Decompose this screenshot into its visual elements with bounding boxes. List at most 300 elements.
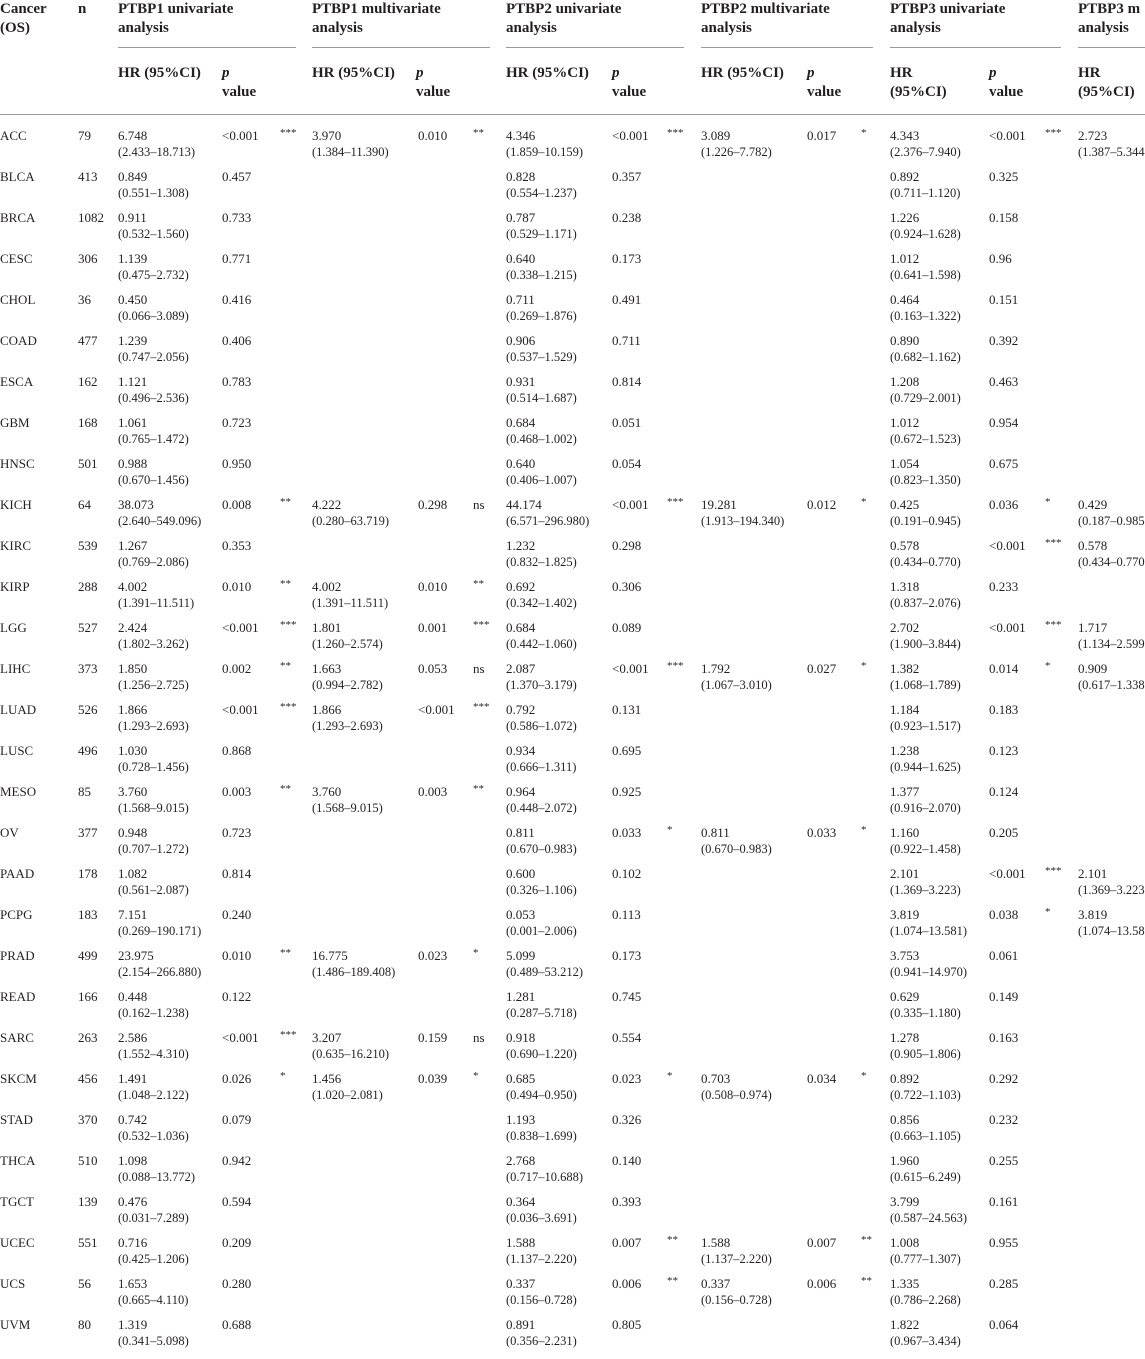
cancer-cell: KIRC	[0, 538, 32, 553]
p-value-cell: 0.006	[612, 1276, 642, 1291]
ci-cell: (1.074–13.58	[1078, 924, 1145, 938]
group-rule	[312, 47, 490, 48]
p-value-cell: 0.089	[612, 620, 642, 635]
cancer-cell: SARC	[0, 1030, 34, 1045]
header-group-ptbp3-uni	[890, 0, 1005, 38]
ci-cell: (0.838–1.699)	[506, 1129, 577, 1143]
hr-cell: 0.578	[890, 538, 920, 553]
p-value-cell: 0.325	[989, 169, 1019, 184]
hr-cell: 5.099	[506, 948, 536, 963]
ci-cell: (0.496–2.536)	[118, 391, 189, 405]
ci-cell: (0.088–13.772)	[118, 1170, 196, 1184]
hr-cell: 0.703	[701, 1071, 731, 1086]
ci-cell: (0.747–2.056)	[118, 350, 189, 364]
hr-cell: 0.337	[701, 1276, 731, 1291]
hr-cell: 1.960	[890, 1153, 920, 1168]
hr-cell: 0.711	[506, 292, 535, 307]
hr-cell: 0.918	[506, 1030, 536, 1045]
ci-cell: (0.670–0.983)	[506, 842, 577, 856]
p-value-word: value	[222, 84, 257, 100]
ci-cell: (0.717–10.688)	[506, 1170, 584, 1184]
group-line2: analysis	[118, 20, 169, 36]
ci-cell: (0.690–1.220)	[506, 1047, 577, 1061]
p-value-cell: 0.131	[612, 702, 642, 717]
hr-cell: 0.948	[118, 825, 148, 840]
p-value-cell: 0.406	[222, 333, 252, 348]
significance-marker: **	[861, 1275, 872, 1287]
ci-cell: (0.670–0.983)	[701, 842, 772, 856]
hr-cell: 1.082	[118, 866, 148, 881]
ci-cell: (1.384–11.390)	[312, 145, 389, 159]
significance-marker: **	[280, 947, 291, 959]
significance-marker: ***	[667, 496, 684, 508]
ci-cell: (0.475–2.732)	[118, 268, 189, 282]
n-cell: 79	[78, 128, 91, 143]
n-cell: 178	[78, 866, 98, 881]
ci-cell: (0.561–2.087)	[118, 883, 189, 897]
p-value-cell: <0.001	[989, 866, 1026, 881]
p-value-cell: 0.783	[222, 374, 252, 389]
significance-marker: **	[280, 783, 291, 795]
p-value-cell: 0.023	[418, 948, 448, 963]
ci-cell: (0.682–1.162)	[890, 350, 961, 364]
ci-cell: (1.134–2.599	[1078, 637, 1145, 651]
hr-cell: 2.723	[1078, 128, 1108, 143]
significance-marker: **	[473, 783, 484, 795]
hr-cell: 0.890	[890, 333, 920, 348]
ci-cell: (0.163–1.322)	[890, 309, 961, 323]
ci-cell: (0.665–4.110)	[118, 1293, 189, 1307]
ci-cell: (2.433–18.713)	[118, 145, 196, 159]
subheader-p	[612, 64, 646, 102]
p-value-cell: 0.955	[989, 1235, 1019, 1250]
n-cell: 166	[78, 989, 98, 1004]
ci-cell: (0.916–2.070)	[890, 801, 961, 815]
group-line2: analysis	[312, 20, 363, 36]
hr-cell: 1.377	[890, 784, 920, 799]
hr-cell: 0.787	[506, 210, 536, 225]
p-value-cell: 0.158	[989, 210, 1019, 225]
cancer-cell: STAD	[0, 1112, 33, 1127]
hr-cell: 0.988	[118, 456, 148, 471]
ci-cell: (0.532–1.036)	[118, 1129, 189, 1143]
p-value-cell: 0.159	[418, 1030, 448, 1045]
hr-cell: 7.151	[118, 907, 148, 922]
ci-cell: (0.468–1.002)	[506, 432, 577, 446]
ci-cell: (0.489–53.212)	[506, 965, 584, 979]
ci-cell: (0.765–1.472)	[118, 432, 189, 446]
hr-cell: 16.775	[312, 948, 348, 963]
hr-cell: 0.911	[118, 210, 147, 225]
hr-cell: 0.906	[506, 333, 536, 348]
hr-cell: 3.970	[312, 128, 342, 143]
significance-marker: ***	[667, 127, 684, 139]
n-cell: 56	[78, 1276, 91, 1291]
p-value-cell: 0.161	[989, 1194, 1019, 1209]
p-value-cell: 0.064	[989, 1317, 1019, 1332]
significance-marker: ***	[1045, 619, 1062, 631]
p-value-cell: 0.014	[989, 661, 1019, 676]
ci-cell: (1.900–3.844)	[890, 637, 961, 651]
p-value-cell: <0.001	[612, 497, 649, 512]
significance-marker: **	[280, 496, 291, 508]
hr-cell: 0.429	[1078, 497, 1108, 512]
p-value-cell: 0.173	[612, 948, 642, 963]
p-value-cell: 0.925	[612, 784, 642, 799]
significance-marker: *	[280, 1070, 286, 1082]
hr-cell: 0.909	[1078, 661, 1108, 676]
p-value-cell: <0.001	[612, 128, 649, 143]
hr-cell: 1.822	[890, 1317, 920, 1332]
ci-cell: (1.369–3.223)	[890, 883, 961, 897]
p-value-cell: 0.079	[222, 1112, 252, 1127]
cancer-cell: CHOL	[0, 292, 36, 307]
p-value-cell: 0.814	[612, 374, 642, 389]
hr-line1: HR	[1078, 65, 1101, 81]
p-value-cell: 0.353	[222, 538, 252, 553]
ci-cell: (0.529–1.171)	[506, 227, 577, 241]
ci-cell: (0.905–1.806)	[890, 1047, 961, 1061]
ci-cell: (0.617–1.338	[1078, 678, 1145, 692]
hr-cell: 1.456	[312, 1071, 342, 1086]
hr-cell: 0.742	[118, 1112, 148, 1127]
hr-cell: 1.335	[890, 1276, 920, 1291]
group-rule	[1078, 47, 1145, 48]
hr-cell: 1.098	[118, 1153, 148, 1168]
hr-cell: 3.207	[312, 1030, 342, 1045]
significance-marker: ns	[473, 1030, 485, 1045]
cancer-cell: UVM	[0, 1317, 31, 1332]
significance-marker: **	[473, 127, 484, 139]
hr-cell: 0.450	[118, 292, 148, 307]
n-cell: 501	[78, 456, 98, 471]
hr-line2: (95%CI)	[890, 84, 947, 100]
subheader-p	[807, 64, 841, 102]
cancer-cell: UCS	[0, 1276, 26, 1291]
p-value-cell: 0.173	[612, 251, 642, 266]
cancer-cell: LIHC	[0, 661, 31, 676]
hr-cell: 0.849	[118, 169, 148, 184]
significance-marker: *	[861, 496, 867, 508]
ci-cell: (0.162–1.238)	[118, 1006, 189, 1020]
hr-cell: 1.663	[312, 661, 342, 676]
group-rule	[890, 47, 1061, 48]
ci-cell: (1.568–9.015)	[118, 801, 189, 815]
p-value-cell: 0.102	[612, 866, 642, 881]
ci-cell: (0.707–1.272)	[118, 842, 189, 856]
ci-cell: (1.048–2.122)	[118, 1088, 189, 1102]
ci-cell: (1.020–2.081)	[312, 1088, 383, 1102]
n-cell: 377	[78, 825, 98, 840]
p-value-cell: 0.238	[612, 210, 642, 225]
subheader-hr: HR (95%CI)	[118, 65, 201, 81]
ci-cell: (0.191–0.945)	[890, 514, 961, 528]
ci-cell: (0.156–0.728)	[506, 1293, 577, 1307]
p-value-cell: 0.010	[418, 579, 448, 594]
p-value-cell: 0.039	[418, 1071, 448, 1086]
n-cell: 168	[78, 415, 98, 430]
hr-cell: 0.364	[506, 1194, 536, 1209]
ci-cell: (1.391–11.511)	[312, 596, 389, 610]
p-value-cell: 0.306	[612, 579, 642, 594]
n-cell: 510	[78, 1153, 98, 1168]
p-value-cell: 0.010	[222, 948, 252, 963]
ci-cell: (2.154–266.880)	[118, 965, 202, 979]
p-value-cell: 0.003	[222, 784, 252, 799]
significance-marker: **	[473, 578, 484, 590]
ci-cell: (0.532–1.560)	[118, 227, 189, 241]
p-value-cell: 0.942	[222, 1153, 252, 1168]
cancer-cell: HNSC	[0, 456, 35, 471]
significance-marker: *	[473, 1070, 479, 1082]
ci-cell: (0.338–1.215)	[506, 268, 577, 282]
p-value-cell: 0.723	[222, 825, 252, 840]
ci-cell: (0.786–2.268)	[890, 1293, 961, 1307]
ci-cell: (0.615–6.249)	[890, 1170, 961, 1184]
p-value-cell: 0.814	[222, 866, 252, 881]
p-value-cell: 0.010	[418, 128, 448, 143]
significance-marker: **	[667, 1275, 678, 1287]
p-value-cell: 0.771	[222, 251, 252, 266]
ci-cell: (6.571–296.980)	[506, 514, 590, 528]
subheader-hr-split	[890, 64, 947, 102]
ci-cell: (0.280–63.719)	[312, 514, 390, 528]
cancer-cell: KICH	[0, 497, 32, 512]
ci-cell: (1.370–3.179)	[506, 678, 577, 692]
ci-cell: (1.260–2.574)	[312, 637, 383, 651]
p-value-cell: 0.711	[612, 333, 641, 348]
cancer-cell: PCPG	[0, 907, 33, 922]
ci-cell: (0.551–1.308)	[118, 186, 189, 200]
hr-cell: 2.768	[506, 1153, 536, 1168]
hr-cell: 1.382	[890, 661, 920, 676]
cancer-cell: OV	[0, 825, 19, 840]
p-value-cell: 0.010	[222, 579, 252, 594]
hr-cell: 2.586	[118, 1030, 148, 1045]
hr-cell: 23.975	[118, 948, 154, 963]
p-value-cell: 0.393	[612, 1194, 642, 1209]
ci-cell: (0.777–1.307)	[890, 1252, 961, 1266]
hr-cell: 1.232	[506, 538, 536, 553]
hr-cell: 1.208	[890, 374, 920, 389]
hr-cell: 1.238	[890, 743, 920, 758]
significance-marker: *	[861, 127, 867, 139]
ci-cell: (0.036–3.691)	[506, 1211, 577, 1225]
p-value-cell: 0.240	[222, 907, 252, 922]
p-value-cell: 0.033	[612, 825, 642, 840]
ci-cell: (0.514–1.687)	[506, 391, 577, 405]
hr-cell: 0.053	[506, 907, 536, 922]
p-value-word: value	[807, 84, 842, 100]
significance-marker: *	[1045, 660, 1051, 672]
hr-cell: 1.054	[890, 456, 920, 471]
p-value-cell: 0.001	[418, 620, 448, 635]
ci-cell: (0.341–5.098)	[118, 1334, 189, 1348]
hr-cell: 1.792	[701, 661, 731, 676]
hr-cell: 3.819	[1078, 907, 1108, 922]
hr-cell: 0.931	[506, 374, 536, 389]
p-value-cell: 0.232	[989, 1112, 1019, 1127]
n-cell: 64	[78, 497, 91, 512]
ci-cell: (0.554–1.237)	[506, 186, 577, 200]
group-line1: PTBP3 m	[1078, 1, 1141, 17]
header-cancer-line2: (OS)	[0, 20, 30, 36]
significance-marker: *	[667, 824, 673, 836]
ci-cell: (1.913–194.340)	[701, 514, 785, 528]
hr-cell: 0.684	[506, 415, 536, 430]
p-value-cell: <0.001	[989, 620, 1026, 635]
group-line2: analysis	[890, 20, 941, 36]
p-letter: p	[989, 65, 997, 81]
p-value-cell: 0.054	[612, 456, 642, 471]
p-value-cell: 0.594	[222, 1194, 252, 1209]
hr-cell: 1.588	[701, 1235, 731, 1250]
p-value-cell: 0.036	[989, 497, 1019, 512]
group-line2: analysis	[701, 20, 752, 36]
ci-cell: (0.941–14.970)	[890, 965, 968, 979]
p-value-cell: 0.733	[222, 210, 252, 225]
ci-cell: (0.670–1.456)	[118, 473, 189, 487]
n-cell: 499	[78, 948, 98, 963]
significance-marker: ***	[473, 619, 490, 631]
hr-cell: 1.012	[890, 415, 920, 430]
group-line1: PTBP2 multivariate	[701, 1, 830, 17]
ci-cell: (1.256–2.725)	[118, 678, 189, 692]
p-value-cell: 0.151	[989, 292, 1019, 307]
hr-cell: 4.343	[890, 128, 920, 143]
p-value-cell: 0.123	[989, 743, 1019, 758]
p-value-cell: 0.285	[989, 1276, 1019, 1291]
hr-cell: 1.160	[890, 825, 920, 840]
p-value-cell: 0.008	[222, 497, 252, 512]
ci-cell: (0.769–2.086)	[118, 555, 189, 569]
hr-line2: (95%CI)	[1078, 84, 1135, 100]
subheader-p	[416, 64, 450, 102]
header-group-ptbp2-multi	[701, 0, 830, 38]
n-cell: 373	[78, 661, 98, 676]
p-value-cell: <0.001	[418, 702, 455, 717]
hr-cell: 0.891	[506, 1317, 536, 1332]
hr-cell: 0.578	[1078, 538, 1108, 553]
hr-cell: 2.101	[890, 866, 920, 881]
cancer-cell: CESC	[0, 251, 33, 266]
ci-cell: (1.067–3.010)	[701, 678, 772, 692]
cancer-cell: UCEC	[0, 1235, 35, 1250]
ci-cell: (0.326–1.106)	[506, 883, 577, 897]
ci-cell: (0.924–1.628)	[890, 227, 961, 241]
hr-cell: 4.002	[312, 579, 342, 594]
hr-cell: 1.121	[118, 374, 148, 389]
significance-marker: **	[667, 1234, 678, 1246]
subheader-hr: HR (95%CI)	[312, 65, 395, 81]
p-value-cell: 0.122	[222, 989, 252, 1004]
header-group-ptbp1-multi	[312, 0, 441, 38]
ci-cell: (1.068–1.789)	[890, 678, 961, 692]
hr-cell: 3.089	[701, 128, 731, 143]
subheader-hr-split	[1078, 64, 1135, 102]
hr-cell: 0.476	[118, 1194, 148, 1209]
group-line1: PTBP1 univariate	[118, 1, 234, 17]
hr-cell: 1.193	[506, 1112, 536, 1127]
p-value-cell: 0.954	[989, 415, 1019, 430]
ci-cell: (0.434–0.770)	[890, 555, 961, 569]
ci-cell: (1.391–11.511)	[118, 596, 195, 610]
cancer-cell: COAD	[0, 333, 37, 348]
header-group-ptbp3-multi	[1078, 0, 1140, 38]
p-letter: p	[612, 65, 620, 81]
p-value-cell: 0.554	[612, 1030, 642, 1045]
cancer-cell: GBM	[0, 415, 30, 430]
p-value-cell: 0.463	[989, 374, 1019, 389]
ci-cell: (0.434–0.770	[1078, 555, 1145, 569]
p-value-cell: 0.003	[418, 784, 448, 799]
ci-cell: (0.663–1.105)	[890, 1129, 961, 1143]
significance-marker: ns	[473, 497, 485, 512]
p-value-cell: 0.026	[222, 1071, 252, 1086]
p-value-cell: 0.209	[222, 1235, 252, 1250]
p-value-cell: 0.034	[807, 1071, 837, 1086]
p-value-word: value	[612, 84, 647, 100]
hr-cell: 1.801	[312, 620, 342, 635]
ci-cell: (0.287–5.718)	[506, 1006, 577, 1020]
p-value-word: value	[416, 84, 451, 100]
n-cell: 306	[78, 251, 98, 266]
cancer-cell: MESO	[0, 784, 37, 799]
cancer-cell: PRAD	[0, 948, 35, 963]
subheader-hr: HR (95%CI)	[701, 65, 784, 81]
p-value-cell: 0.017	[807, 128, 837, 143]
hr-cell: 1.278	[890, 1030, 920, 1045]
ci-cell: (2.640–549.096)	[118, 514, 202, 528]
hr-cell: 0.811	[701, 825, 730, 840]
ci-cell: (0.728–1.456)	[118, 760, 189, 774]
group-line2: analysis	[506, 20, 557, 36]
hr-cell: 0.856	[890, 1112, 920, 1127]
hr-cell: 0.964	[506, 784, 536, 799]
ci-cell: (0.994–2.782)	[312, 678, 383, 692]
group-rule	[701, 47, 873, 48]
p-value-cell: <0.001	[222, 128, 259, 143]
ci-cell: (1.137–2.220)	[701, 1252, 772, 1266]
hr-cell: 0.685	[506, 1071, 536, 1086]
hr-cell: 1.318	[890, 579, 920, 594]
p-value-cell: <0.001	[612, 661, 649, 676]
group-line1: PTBP2 univariate	[506, 1, 622, 17]
group-line1: PTBP3 univariate	[890, 1, 1006, 17]
cancer-cell: LGG	[0, 620, 27, 635]
hr-cell: 0.337	[506, 1276, 536, 1291]
ci-cell: (0.922–1.458)	[890, 842, 961, 856]
ci-cell: (1.369–3.223	[1078, 883, 1145, 897]
subheader-hr: HR (95%CI)	[506, 65, 589, 81]
p-value-cell: 0.745	[612, 989, 642, 1004]
cancer-cell: LUSC	[0, 743, 34, 758]
n-cell: 139	[78, 1194, 98, 1209]
p-value-cell: 0.205	[989, 825, 1019, 840]
p-value-cell: 0.012	[807, 497, 837, 512]
ci-cell: (0.722–1.103)	[890, 1088, 961, 1102]
n-cell: 456	[78, 1071, 98, 1086]
n-cell: 413	[78, 169, 98, 184]
hr-cell: 0.600	[506, 866, 536, 881]
ci-cell: (0.269–1.876)	[506, 309, 577, 323]
significance-marker: ***	[280, 1029, 297, 1041]
hr-cell: 0.640	[506, 456, 536, 471]
ci-cell: (0.156–0.728)	[701, 1293, 772, 1307]
hr-cell: 0.692	[506, 579, 536, 594]
p-value-cell: 0.298	[612, 538, 642, 553]
p-value-cell: <0.001	[222, 620, 259, 635]
